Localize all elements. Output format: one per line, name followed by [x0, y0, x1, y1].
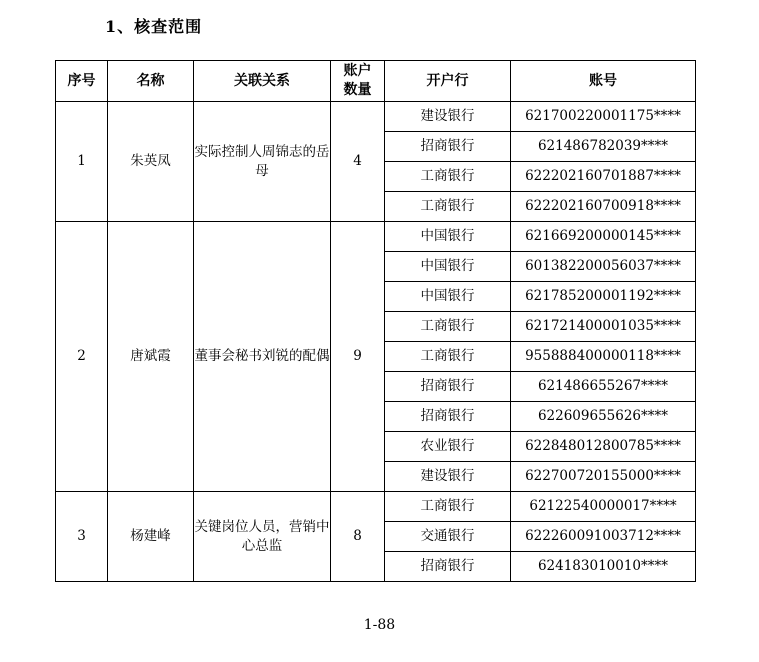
- bank-name: 建设银行: [385, 462, 511, 492]
- bank-name: 中国银行: [385, 252, 511, 282]
- bank-name: 建设银行: [385, 102, 511, 132]
- person-index: 3: [56, 492, 108, 582]
- bank-name: 中国银行: [385, 282, 511, 312]
- person-relation: 关键岗位人员，营销中心总监: [194, 492, 331, 582]
- person-name: 杨建峰: [108, 492, 194, 582]
- table-header-row: [56, 61, 696, 102]
- header-account-count: [331, 61, 385, 102]
- account-number: 621721400001035****: [511, 312, 696, 342]
- header-bank: 开户行: [385, 61, 511, 102]
- person-relation: 实际控制人周锦志的岳母: [194, 102, 331, 222]
- person-index: 2: [56, 222, 108, 492]
- bank-name: 招商银行: [385, 402, 511, 432]
- account-number: 955888400000118****: [511, 342, 696, 372]
- bank-name: 工商银行: [385, 492, 511, 522]
- person-name: 朱英凤: [108, 102, 194, 222]
- account-count: 9: [331, 222, 385, 492]
- account-number: 62122540000017****: [511, 492, 696, 522]
- account-number: 622609655626****: [511, 402, 696, 432]
- bank-name: 中国银行: [385, 222, 511, 252]
- bank-name: 招商银行: [385, 132, 511, 162]
- account-number: 601382200056037****: [511, 252, 696, 282]
- bank-name: 工商银行: [385, 162, 511, 192]
- header-count-line1: 账户: [343, 63, 372, 79]
- bank-name: 招商银行: [385, 372, 511, 402]
- header-name: 名称: [108, 61, 194, 102]
- account-count: 4: [331, 102, 385, 222]
- bank-name: 招商银行: [385, 552, 511, 582]
- account-count: 8: [331, 492, 385, 582]
- account-number: 622202160701887****: [511, 162, 696, 192]
- table-row: [56, 102, 696, 132]
- bank-name: 工商银行: [385, 192, 511, 222]
- account-number: 622202160700918****: [511, 192, 696, 222]
- table-body: [56, 102, 696, 582]
- header-relation: 关联关系: [194, 61, 331, 102]
- header-count-line2: 数量: [343, 82, 372, 98]
- account-number: 622260091003712****: [511, 522, 696, 552]
- account-number: 621486782039****: [511, 132, 696, 162]
- bank-account-table: [55, 60, 696, 582]
- table-row: [56, 492, 696, 522]
- account-number: 622848012800785****: [511, 432, 696, 462]
- header-index: 序号: [56, 61, 108, 102]
- person-relation: 董事会秘书刘锐的配偶: [194, 222, 331, 492]
- account-number: 622700720155000****: [511, 462, 696, 492]
- account-number: 621669200000145****: [511, 222, 696, 252]
- account-number: 621700220001175****: [511, 102, 696, 132]
- page-number: 1-88: [363, 617, 396, 633]
- bank-name: 农业银行: [385, 432, 511, 462]
- account-number: 621785200001192****: [511, 282, 696, 312]
- account-number: 621486655267****: [511, 372, 696, 402]
- account-number: 624183010010****: [511, 552, 696, 582]
- header-account: 账号: [511, 61, 696, 102]
- bank-name: 交通银行: [385, 522, 511, 552]
- table-row: [56, 222, 696, 252]
- section-title: 1、核查范围: [105, 17, 203, 36]
- person-name: 唐斌霞: [108, 222, 194, 492]
- person-index: 1: [56, 102, 108, 222]
- bank-name: 工商银行: [385, 312, 511, 342]
- bank-name: 工商银行: [385, 342, 511, 372]
